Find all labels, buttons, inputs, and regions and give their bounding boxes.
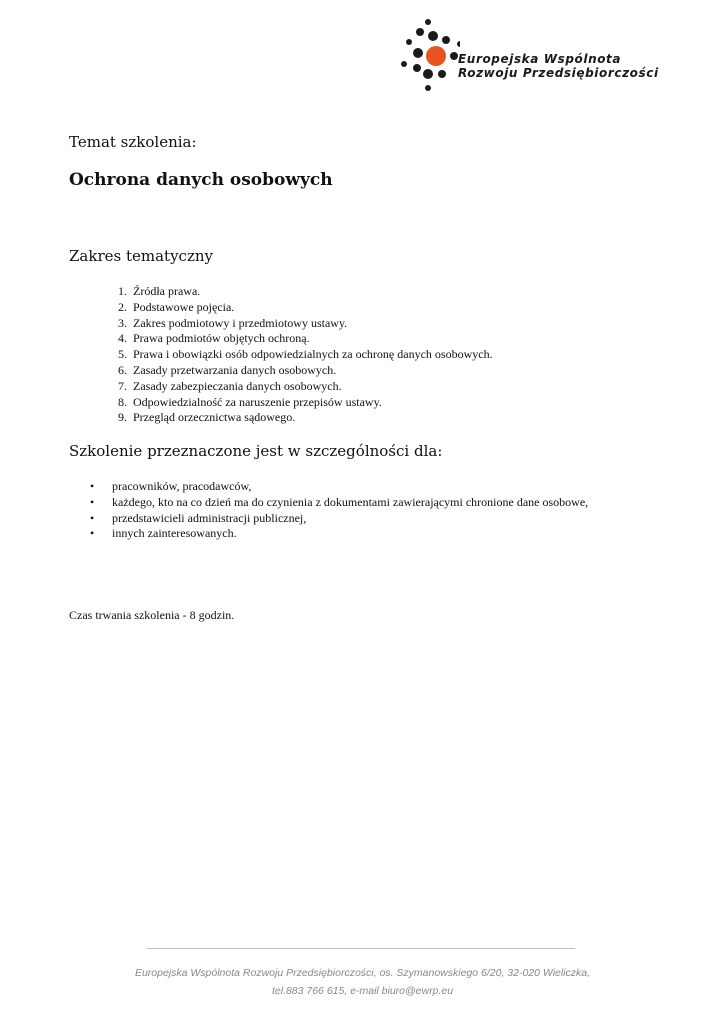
list-item-number: 5. bbox=[118, 347, 127, 362]
list-item-number: 1. bbox=[118, 284, 127, 298]
list-item-number: 7. bbox=[118, 378, 127, 393]
audience-list bbox=[90, 479, 632, 542]
company-logo bbox=[398, 16, 659, 96]
list-item bbox=[118, 394, 493, 411]
list-item-text: innych zainteresowanych. bbox=[112, 526, 237, 541]
scope-heading: Zakres tematyczny bbox=[69, 247, 213, 265]
training-duration: Czas trwania szkolenia - 8 godzin. bbox=[69, 608, 235, 622]
list-item bbox=[118, 331, 493, 347]
list-item bbox=[118, 284, 493, 300]
footer-address: Europejska Wspólnota Rozwoju Przedsiębiorczości, os. Szymanowskiego 6/20, 32-020 Wieliczka, bbox=[134, 967, 591, 979]
footer bbox=[0, 964, 725, 1000]
footer-contact: tel.883 766 615, e-mail biuro@ewrp.eu bbox=[271, 985, 454, 997]
logo-line-1: Europejska Wspólnota bbox=[458, 52, 622, 66]
list-item-text: Źródła prawa. bbox=[133, 284, 201, 298]
list-item-text: Zasady przetwarzania danych osobowych. bbox=[133, 362, 337, 377]
list-item-number: 4. bbox=[118, 331, 127, 346]
list-item-text: pracowników, pracodawców, bbox=[112, 479, 252, 493]
list-item-text: każdego, kto na co dzień ma do czynienia z dokumentami zawierającymi chronione dane osobowe, bbox=[112, 494, 589, 509]
bullet-icon: • bbox=[90, 479, 95, 493]
list-item bbox=[118, 362, 493, 379]
list-item-text: Zakres podmiotowy i przedmiotowy ustawy. bbox=[133, 315, 348, 330]
topic-label: Temat szkolenia: bbox=[69, 133, 197, 151]
list-item bbox=[118, 299, 493, 316]
list-item-text: Zasady zabezpieczania danych osobowych. bbox=[133, 378, 342, 393]
list-item bbox=[90, 526, 632, 542]
list-item-number: 9. bbox=[118, 410, 127, 425]
logo-line-2: Rozwoju Przedsiębiorczości bbox=[458, 66, 659, 80]
page-title: Ochrona danych osobowych bbox=[69, 170, 333, 190]
list-item-number: 3. bbox=[118, 315, 127, 330]
list-item-number: 6. bbox=[118, 362, 127, 377]
list-item bbox=[118, 410, 493, 426]
list-item-text: przedstawicieli administracji publicznej, bbox=[112, 510, 307, 525]
list-item bbox=[118, 315, 493, 332]
bullet-icon: • bbox=[90, 526, 95, 541]
list-item-text: Podstawowe pojęcia. bbox=[133, 299, 235, 314]
list-item bbox=[90, 494, 632, 511]
list-item bbox=[90, 510, 632, 527]
list-item bbox=[118, 378, 493, 395]
footer-divider bbox=[147, 948, 575, 949]
bullet-icon: • bbox=[90, 510, 95, 525]
scope-list bbox=[118, 284, 493, 426]
list-item-text: Odpowiedzialność za naruszenie przepisów ustawy. bbox=[133, 394, 382, 409]
list-item-text: Przegląd orzecznictwa sądowego. bbox=[133, 410, 296, 425]
logo-dots-icon bbox=[398, 16, 460, 96]
bullet-icon: • bbox=[90, 494, 95, 509]
logo-text bbox=[458, 52, 659, 80]
audience-heading: Szkolenie przeznaczone jest w szczególności dla: bbox=[69, 442, 443, 460]
list-item bbox=[90, 479, 632, 495]
list-item-text: Prawa podmiotów objętych ochroną. bbox=[133, 331, 310, 346]
list-item-text: Prawa i obowiązki osób odpowiedzialnych za ochronę danych osobowych. bbox=[133, 347, 493, 362]
list-item-number: 8. bbox=[118, 394, 127, 409]
list-item-number: 2. bbox=[118, 299, 127, 314]
list-item bbox=[118, 347, 493, 363]
